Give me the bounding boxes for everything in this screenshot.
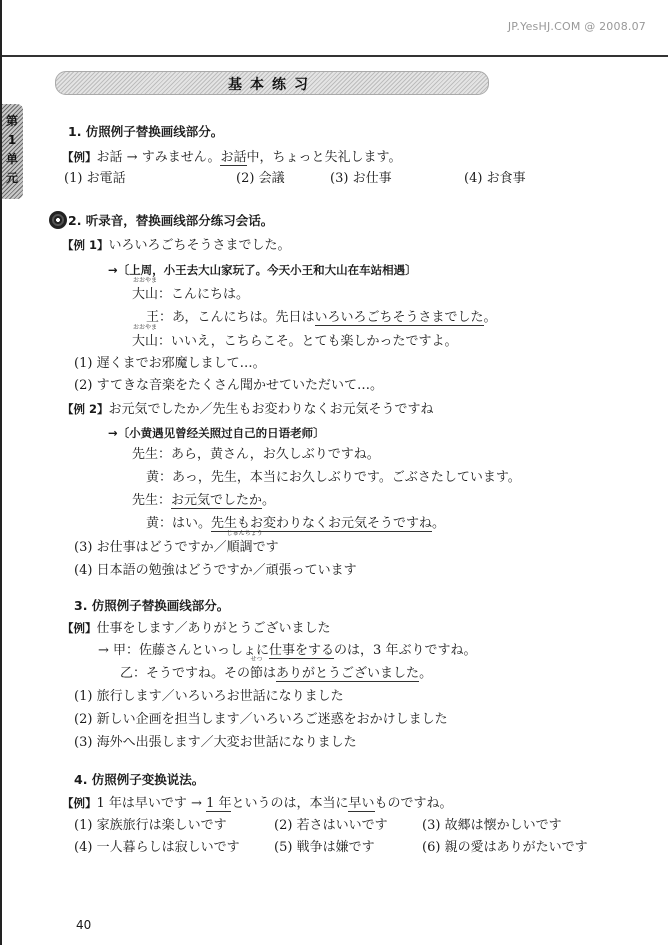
item-text: 親の愛はありがたいです: [444, 840, 588, 855]
item-text-post: です: [252, 540, 279, 555]
example-label: 【例 1】: [62, 238, 109, 252]
item-num: (4): [74, 563, 93, 578]
example-label: 【例】: [62, 150, 97, 164]
dialog-text: ：あら，黄さん，お久しぶりですね。: [158, 447, 380, 462]
example-text: いろいろごちそうさまでした。: [108, 238, 291, 253]
dialog-text: ：あっ，先生，本当にお久しぶりです。ごぶさたしています。: [159, 470, 521, 485]
item-num: (3): [422, 818, 441, 833]
dialog-line: [132, 324, 458, 350]
section3-example: [62, 620, 331, 637]
arrow: →: [126, 150, 138, 165]
item-num: (3): [330, 171, 349, 186]
example-text: 1 年は早いです →: [96, 796, 207, 811]
item-num: (1): [74, 818, 93, 833]
item-text: お仕事はどうですか／: [96, 540, 227, 555]
example-label: 【例】: [62, 796, 97, 810]
example-line: [120, 656, 433, 682]
dialog-text-post: のは，3 年ぶりですね。: [334, 643, 477, 658]
item-num: (2): [236, 171, 255, 186]
section2-example1: [62, 237, 291, 254]
item-text: 会議: [258, 171, 285, 186]
item-text: お電話: [86, 171, 126, 186]
item-text: 家族旅行は楽しいです: [96, 818, 227, 833]
underlined-text: 1 年: [206, 796, 232, 811]
section4-example: [62, 795, 453, 812]
section2-example2: [62, 401, 434, 418]
audio-cd-icon: [49, 211, 67, 229]
example-underlined: お話: [220, 150, 247, 165]
banner-title: 基本练习: [228, 77, 316, 93]
dialog-line: [146, 516, 445, 532]
item-num: (4): [464, 171, 483, 186]
dialog-text: → 甲：佐藤さんといっしょに: [98, 643, 270, 658]
list-item: [74, 356, 266, 372]
example-line: [98, 643, 476, 659]
example-label: 【例 2】: [62, 402, 109, 416]
furigana: おおやま: [133, 277, 158, 284]
item-text: 海外へ出張します／大変お世話になりました: [96, 735, 357, 750]
item-text: お仕事: [352, 171, 392, 186]
speaker-name: 黄: [146, 470, 160, 485]
item-num: (2): [74, 712, 93, 727]
example-text: 仕事をします／ありがとうございました: [96, 621, 331, 636]
item-text: 旅行します／いろいろお世話になりました: [96, 689, 344, 704]
section1-example: [62, 149, 401, 166]
item-text: 若さはいいです: [296, 818, 388, 833]
example-word: お話: [96, 150, 123, 165]
list-item: [74, 378, 383, 394]
item-num: (3): [74, 540, 93, 555]
speaker: [132, 277, 159, 303]
dialog-text-mid: は: [263, 666, 277, 681]
furigana: おおやま: [133, 324, 158, 331]
section2-title: 2. 听录音，替换画线部分练习会话。: [68, 213, 274, 228]
item-text: 戦争は嫌です: [296, 840, 375, 855]
dialog-text: ：あ，こんにちは。先日は: [159, 310, 315, 325]
example-post: 中，ちょっと失礼します。: [246, 150, 402, 165]
example-post: ものですね。: [374, 796, 453, 811]
item-num: (6): [422, 840, 441, 855]
dialog-text-post: 。: [483, 310, 497, 325]
dialog-line: [132, 493, 275, 509]
ruby-word: [226, 530, 263, 556]
list-item: [74, 735, 357, 751]
section4-title: 4. 仿照例子变换说法。: [74, 772, 205, 787]
example-mid: というのは，本当に: [231, 796, 349, 811]
dialog-text: 乙：そうですね。その: [120, 666, 251, 681]
item-text: お食事: [486, 171, 526, 186]
underlined-text: 早い: [348, 796, 375, 811]
item-text: 故郷は懐かしいです: [444, 818, 562, 833]
speaker-name: 黄: [146, 516, 160, 531]
underlined-text: 仕事をする: [269, 643, 335, 658]
item-num: (2): [274, 818, 293, 833]
dialog-text: ：こんにちは。: [158, 287, 250, 302]
unit-side-tab: [2, 104, 23, 199]
dialog-line: [132, 277, 250, 303]
section-banner: [55, 71, 489, 95]
speaker-name: 大山: [132, 287, 159, 302]
dialog-text: ：はい。: [159, 516, 212, 531]
speaker-name: 大山: [132, 334, 159, 349]
item-num: (2): [74, 378, 93, 393]
list-item: [74, 689, 344, 705]
dialog-text: ：いいえ，こちらこそ。とても楽しかったですよ。: [158, 334, 458, 349]
item-text: すてきな音楽をたくさん聞かせていただいて…。: [96, 378, 383, 393]
item-num: (1): [74, 689, 93, 704]
underlined-text: ありがとうございました: [276, 666, 420, 681]
item-num: (1): [64, 171, 83, 186]
underlined-text: お元気でしたか: [171, 493, 263, 508]
example-text: お元気でしたか／先生もお変わりなくお元気そうですね: [108, 402, 434, 417]
speaker-name: 先生: [132, 447, 159, 462]
item-text: 新しい企画を担当します／いろいろご迷惑をおかけしました: [96, 712, 448, 727]
item-text: 遅くまでお邪魔しまして…。: [96, 356, 266, 371]
example2-context: →〔小黄遇见曾经关照过自己的日语老师〕: [108, 426, 325, 440]
speaker: [132, 324, 159, 350]
ruby-word: [250, 656, 264, 682]
underlined-text: いろいろごちそうさまでした: [314, 310, 484, 325]
dialog-text-post: 。: [432, 516, 446, 531]
item-text: 一人暮らしは寂しいです: [96, 840, 240, 855]
list-item: [74, 530, 279, 556]
dialog-line: [132, 447, 380, 463]
dialog-line: [146, 310, 497, 326]
speaker-name: 先生: [132, 493, 159, 508]
section3-title: 3. 仿照例子替换画线部分。: [74, 598, 230, 613]
example-label: 【例】: [62, 621, 97, 635]
dialog-line: [146, 470, 521, 486]
section1-title: 1. 仿照例子替换画线部分。: [68, 124, 224, 139]
item-num: (4): [74, 840, 93, 855]
underlined-text: 先生もお変わりなくお元気そうですね: [211, 516, 433, 531]
list-item: [74, 563, 357, 579]
item-num: (1): [74, 356, 93, 371]
example1-context: →〔上周，小王去大山家玩了。今天小王和大山在车站相遇〕: [108, 263, 417, 277]
top-rule: [2, 55, 668, 57]
page-number: 40: [76, 918, 92, 932]
unit-side-tab-label: 第1单元: [5, 114, 18, 185]
dialog-text-post: 。: [262, 493, 276, 508]
dialog-text-post: 。: [419, 666, 433, 681]
ruby-base: 順調: [226, 540, 253, 555]
example-pre: すみません。: [141, 150, 221, 165]
furigana: せつ: [250, 656, 263, 663]
item-num: (5): [274, 840, 293, 855]
dialog-text: ：: [158, 493, 172, 508]
watermark: JP.YesHJ.COM @ 2008.07: [507, 20, 646, 33]
item-num: (3): [74, 735, 93, 750]
speaker-name: 王: [146, 310, 160, 325]
ruby-base: 節: [250, 666, 264, 681]
item-text: 日本語の勉強はどうですか／頑張っています: [96, 563, 357, 578]
furigana: じゅんちょう: [226, 530, 263, 537]
list-item: [74, 712, 448, 728]
